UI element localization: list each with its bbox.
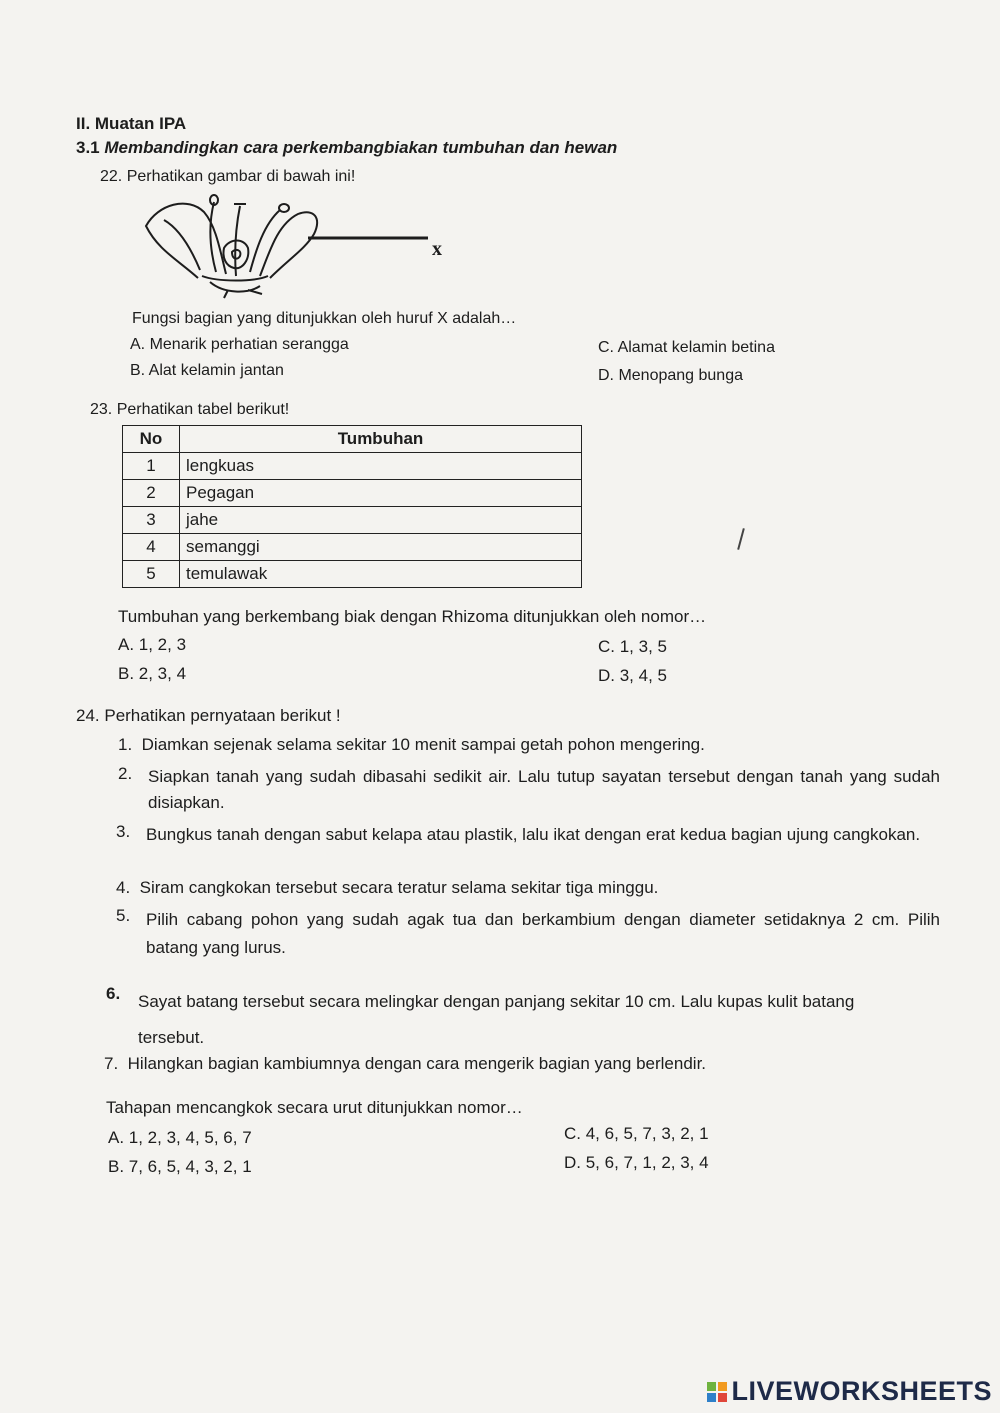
row-plant: temulawak: [180, 561, 582, 588]
section-subtitle: [76, 138, 617, 158]
step-number: 5.: [116, 906, 131, 925]
q22-option-a[interactable]: A. Menarik perhatian serangga: [130, 336, 349, 353]
q23-option-b[interactable]: B. 2, 3, 4: [118, 664, 187, 683]
q24-option-a[interactable]: A. 1, 2, 3, 4, 5, 6, 7: [108, 1128, 252, 1147]
header-no: No: [123, 426, 180, 453]
row-number: 2: [123, 480, 180, 507]
row-number: 1: [123, 453, 180, 480]
header-tumbuhan: Tumbuhan: [180, 426, 582, 453]
q24-option-c[interactable]: C. 4, 6, 5, 7, 3, 2, 1: [564, 1124, 709, 1143]
step-number: 2.: [118, 764, 133, 783]
row-number: 5: [123, 561, 180, 588]
table-row: [123, 507, 582, 534]
list-item: [106, 984, 906, 1056]
step-text: Bungkus tanah dengan sabut kelapa atau plastik, lalu ikat dengan erat kedua bagian ujung cangkokan.: [146, 825, 921, 844]
row-plant: Pegagan: [180, 480, 582, 507]
row-plant: semanggi: [180, 534, 582, 561]
step-number: 7.: [104, 1054, 119, 1073]
scan-mark: [737, 528, 745, 550]
subtitle-number: 3.1: [76, 138, 100, 157]
list-item: [118, 735, 705, 755]
q23-option-c[interactable]: C. 1, 3, 5: [598, 637, 667, 656]
list-item: [116, 822, 940, 848]
liveworksheets-logo[interactable]: [707, 1376, 992, 1407]
step-text: Hilangkan bagian kambiumnya dengan cara mengerik bagian yang berlendir.: [127, 1054, 707, 1073]
q22-question: Fungsi bagian yang ditunjukkan oleh huruf X adalah…: [132, 310, 517, 327]
list-item: [116, 878, 658, 898]
q24-prompt: 24. Perhatikan pernyataan berikut !: [76, 706, 341, 725]
q23-option-a[interactable]: A. 1, 2, 3: [118, 635, 187, 654]
plant-table: [122, 425, 582, 588]
list-item: [104, 1054, 706, 1074]
flower-stamen-left: [210, 202, 216, 272]
step-number: 1.: [118, 735, 133, 754]
step-text: Siram cangkokan tersebut secara teratur selama sekitar tiga minggu.: [139, 878, 659, 897]
q23-question: Tumbuhan yang berkembang biak dengan Rhizoma ditunjukkan oleh nomor…: [118, 607, 707, 626]
section-title: II. Muatan IPA: [76, 114, 187, 133]
flower-diagram: [138, 190, 458, 300]
table-row: [123, 480, 582, 507]
step-text: Diamkan sejenak selama sekitar 10 menit sampai getah pohon mengering.: [141, 735, 705, 754]
step-text: Siapkan tanah yang sudah dibasahi sedikit air. Lalu tutup sayatan tersebut dengan tanah yang sudah disiapkan.: [148, 767, 940, 812]
q23-prompt: 23. Perhatikan tabel berikut!: [90, 401, 290, 418]
q22-prompt: 22. Perhatikan gambar di bawah ini!: [100, 168, 356, 185]
row-number: 3: [123, 507, 180, 534]
q23-option-d[interactable]: D. 3, 4, 5: [598, 666, 667, 685]
q24-question: Tahapan mencangkok secara urut ditunjukkan nomor…: [106, 1098, 523, 1117]
label-x: x: [432, 238, 442, 260]
q22-option-b[interactable]: B. Alat kelamin jantan: [130, 362, 284, 379]
step-number: 6.: [106, 984, 121, 1003]
q22-option-d[interactable]: D. Menopang bunga: [598, 367, 743, 384]
logo-text: LIVEWORKSHEETS: [731, 1376, 992, 1406]
row-plant: lengkuas: [180, 453, 582, 480]
q24-option-d[interactable]: D. 5, 6, 7, 1, 2, 3, 4: [564, 1153, 709, 1172]
subtitle-text: Membandingkan cara perkembangbiakan tumbuhan dan hewan: [104, 138, 618, 157]
table-row: [123, 561, 582, 588]
table-row: [123, 534, 582, 561]
logo-icon: [707, 1382, 727, 1402]
table-header-row: [123, 426, 582, 453]
q24-option-b[interactable]: B. 7, 6, 5, 4, 3, 2, 1: [108, 1157, 252, 1176]
step-number: 3.: [116, 822, 131, 841]
row-plant: jahe: [180, 507, 582, 534]
q22-option-c[interactable]: C. Alamat kelamin betina: [598, 339, 775, 356]
step-text: Pilih cabang pohon yang sudah agak tua dan berkambium dengan diameter setidaknya 2 cm. Pilih batang yang lurus.: [146, 910, 940, 957]
list-item: [116, 906, 940, 962]
step-text: Sayat batang tersebut secara melingkar dengan panjang sekitar 10 cm. Lalu kupas kulit batang tersebut.: [138, 992, 855, 1047]
step-number: 4.: [116, 878, 131, 897]
table-row: [123, 453, 582, 480]
list-item: [118, 764, 940, 816]
row-number: 4: [123, 534, 180, 561]
